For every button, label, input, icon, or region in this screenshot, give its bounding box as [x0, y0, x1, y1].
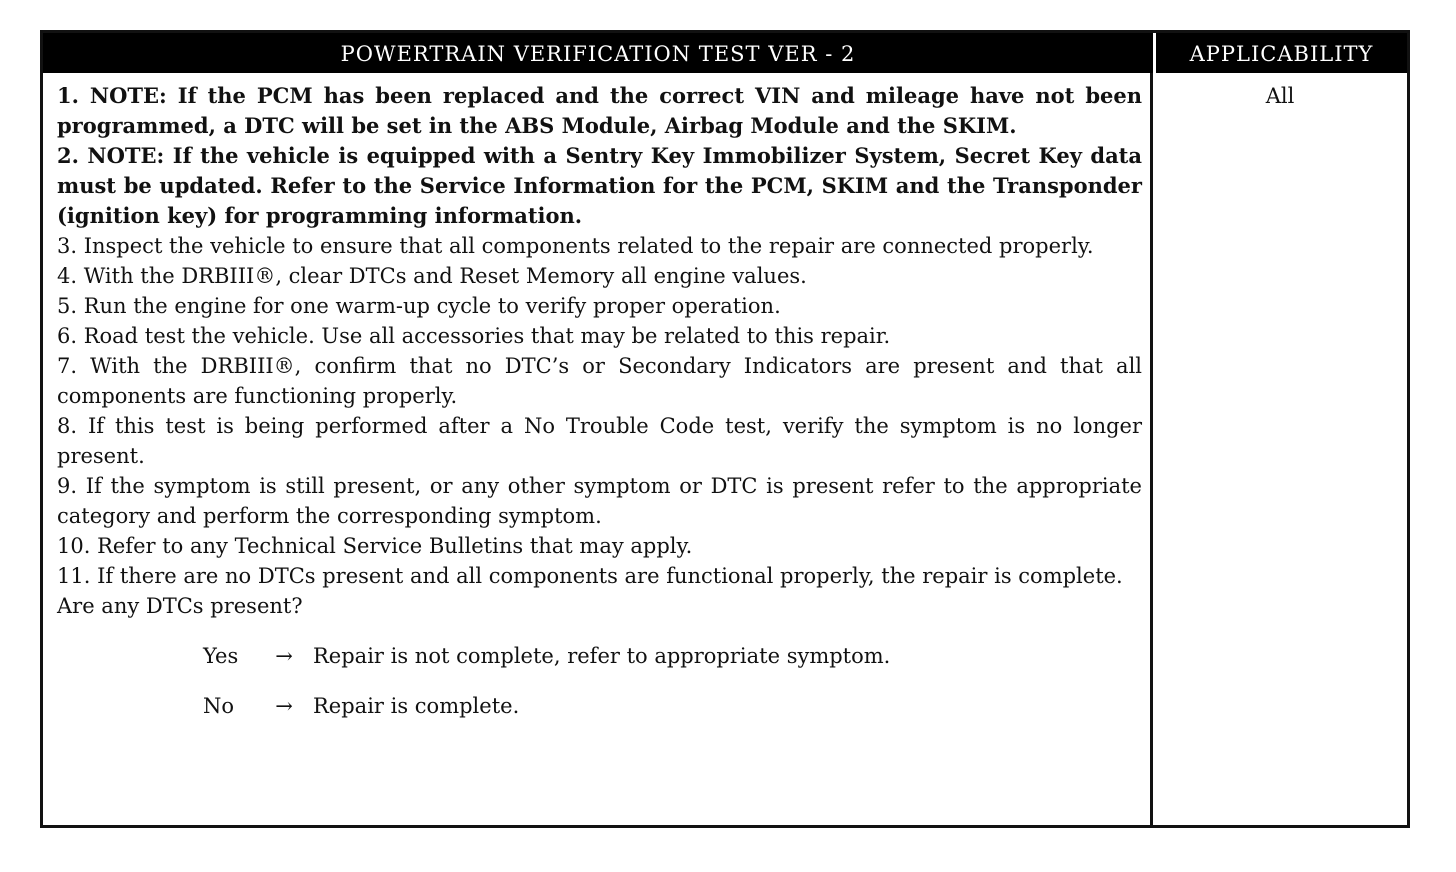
step-3: 3. Inspect the vehicle to ensure that all components related to the repair are connected properly.	[57, 234, 1094, 258]
applicability-cell	[1153, 73, 1407, 825]
answer-yes-label: Yes	[203, 644, 239, 668]
applicability-header-label: APPLICABILITY	[1189, 42, 1374, 66]
verification-test-table	[40, 30, 1410, 828]
applicability-header	[1153, 33, 1407, 73]
step-7: 7. With the DRBIII®, confirm that no DTC’s or Secondary Indicators are present and that all components are functioning properly.	[57, 354, 1142, 408]
answer-yes-outcome: Repair is not complete, refer to appropriate symptom.	[313, 644, 891, 668]
step-1: 1. NOTE: If the PCM has been replaced and the correct VIN and mileage have not been programmed, a DTC will be set in the ABS Module, Airbag Module and the SKIM.	[57, 83, 1142, 138]
step-11: 11. If there are no DTCs present and all components are functional properly, the repair is complete.	[57, 564, 1123, 588]
answer-no-label: No	[203, 694, 235, 718]
decision-question: Are any DTCs present?	[57, 594, 303, 618]
procedure-cell	[43, 73, 1153, 825]
answer-yes	[203, 641, 1142, 671]
step-10: 10. Refer to any Technical Service Bulletins that may apply.	[57, 534, 693, 558]
answer-no-outcome: Repair is complete.	[313, 694, 520, 718]
step-6: 6. Road test the vehicle. Use all accessories that may be related to this repair.	[57, 324, 891, 348]
answer-no	[203, 691, 1142, 721]
step-4: 4. With the DRBIII®, clear DTCs and Reset Memory all engine values.	[57, 264, 807, 288]
test-title: POWERTRAIN VERIFICATION TEST VER - 2	[340, 42, 856, 66]
step-2: 2. NOTE: If the vehicle is equipped with a Sentry Key Immobilizer System, Secret Key data must be updated. Refer to the Service Information for the PCM, SKIM and the Transponder (ignition key) for programming information.	[57, 143, 1142, 228]
step-9: 9. If the symptom is still present, or any other symptom or DTC is present refer to the appropriate category and perform the corresponding symptom.	[57, 474, 1142, 528]
arrow-right-icon: →	[275, 694, 293, 718]
answer-list	[57, 641, 1142, 721]
step-8: 8. If this test is being performed after a No Trouble Code test, verify the symptom is no longer present.	[57, 414, 1142, 468]
step-5: 5. Run the engine for one warm-up cycle to verify proper operation.	[57, 294, 781, 318]
arrow-right-icon: →	[275, 644, 293, 668]
applicability-value: All	[1265, 84, 1295, 108]
test-title-header	[43, 33, 1153, 73]
